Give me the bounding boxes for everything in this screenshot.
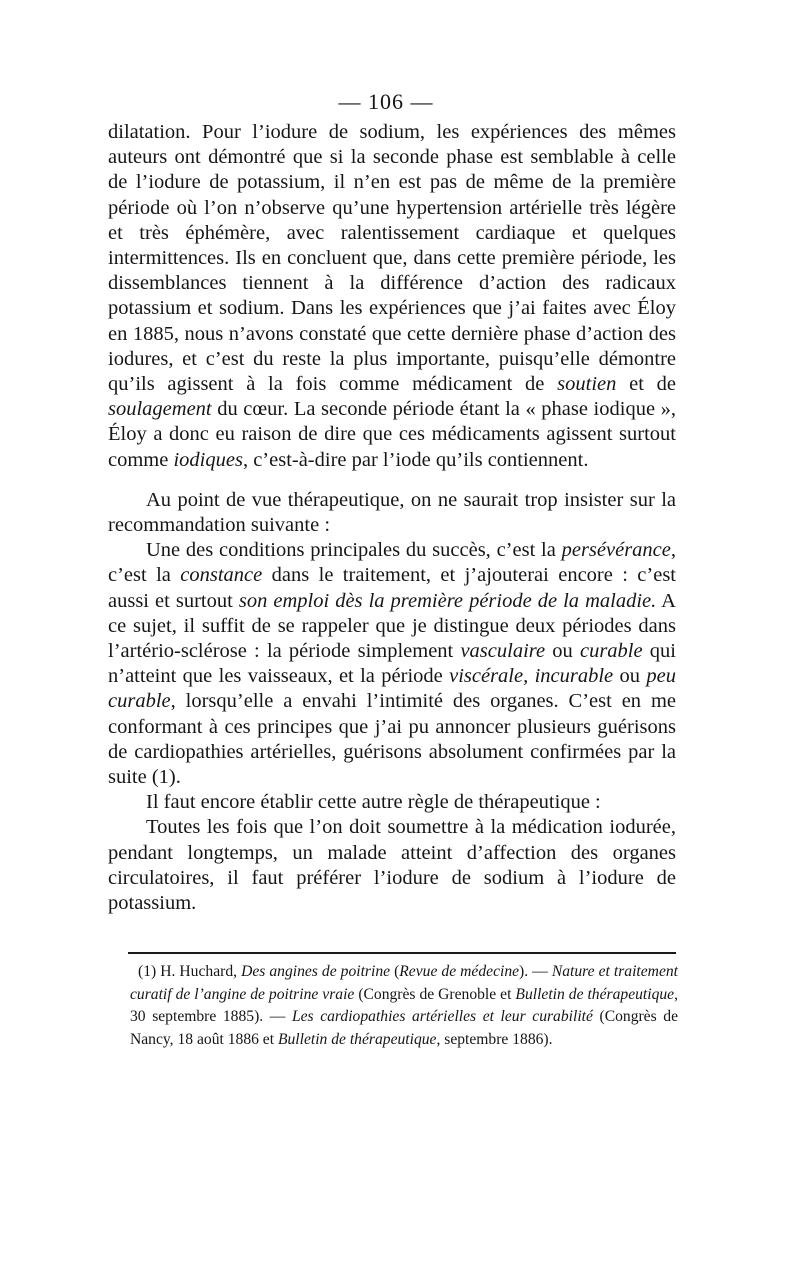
italic-text: persévérance [561, 539, 671, 562]
italic-text: iodiques [173, 448, 243, 471]
text-run: Il faut encore établir cette autre règle de thérapeutique : [146, 791, 601, 814]
text-run: Toutes les fois que l’on doit soumettre à la médication iodurée, pendant longtemps, un malade atteint d’affection des organes circulatoires, il faut préférer l’iodure de sodium à l’iodure de potassium. [108, 816, 676, 915]
text-run: , septembre 1886). [436, 1030, 553, 1048]
text-run: (Congrès de Grenoble et [354, 985, 516, 1003]
italic-text: Bulletin de thérapeutique [515, 985, 675, 1003]
italic-text: vasculaire [460, 640, 546, 663]
italic-text: Les cardiopathies artérielles et leur curabilité [291, 1008, 593, 1026]
italic-text: soulagement [108, 398, 212, 421]
text-run: , lorsqu’elle a envahi l’intimité des organes. C’est en me conformant à ces principes que j’ai pu annoncer plusieurs guérisons de cardiopathies artérielles, guérisons absolument confirmées par la suite (1). [108, 690, 676, 789]
italic-text: Revue de médecine [399, 963, 520, 980]
text-run: A ce sujet, il suffit de se rappeler que je distingue deux périodes dans l’artério-sclérose : la période simplement [108, 589, 676, 663]
italic-text: soutien [557, 373, 617, 396]
italic-text: constance [180, 564, 263, 587]
paragraph-2 [108, 488, 676, 538]
text-run: (Congrès de Nancy, 18 août 1886 et [130, 1008, 678, 1048]
italic-text: Des angines de poitrine [241, 963, 391, 980]
footnote-text [130, 961, 678, 1051]
paragraph-4 [108, 790, 676, 815]
text-run: (1) H. Huchard, [138, 963, 242, 980]
italic-text: peu curable [108, 665, 677, 713]
italic-text: Bulletin de thérapeutique [277, 1030, 437, 1048]
text-run: et de [616, 373, 676, 396]
text-run: qui n’atteint que les vaisseaux, et la période [108, 640, 676, 688]
italic-text: curable [579, 640, 643, 663]
text-run: , 30 septembre 1885). — [130, 985, 678, 1026]
italic-text: Nature et traitement curatif de l’angine de poitrine vraie [130, 963, 678, 1003]
italic-text: son emploi dès la première période de la maladie. [238, 589, 657, 612]
text-run: , c’est-à-dire par l’iode qu’ils contiennent. [242, 448, 589, 471]
text-run: dilatation. Pour l’iodure de sodium, les expériences des mêmes auteurs ont démontré que si la seconde phase est semblable à celle de l’iodure de potassium, il n’en est pas de même de la première période où l’on n’observe qu’une hypertension artérielle très légère et très éphémère, avec ralentissement cardiaque et quelques intermittences. Ils en concluent que, dans cette première période, les dissemblances tiennent à la différence d’action des radicaux potassium et sodium. Dans les expériences que j’ai faites avec Éloy en 1885, nous n’avons constaté que cette dernière phase d’action des iodures, et c’est du reste la plus importante, puisqu’elle démontre qu’ils agissent à la fois comme médicament de [108, 121, 676, 396]
text-run: ( [390, 963, 400, 980]
main-text [108, 120, 676, 916]
text-run: dans le traitement, et j’ajouterai encore : c’est aussi et surtout [108, 564, 677, 612]
text-run: ou [545, 640, 580, 663]
page-number: — 106 — [338, 89, 434, 114]
paragraph-5 [108, 815, 676, 916]
text-run: Au point de vue thérapeutique, on ne saurait trop insister sur la recommandation suivante : [108, 488, 676, 537]
text-run: ou [613, 665, 647, 688]
footnote-separator [128, 952, 676, 954]
text-run: du cœur. La seconde période étant la « phase iodique », Éloy a donc eu raison de dire que ces médicaments agissent surtout comme [108, 398, 676, 471]
paragraph-3 [108, 538, 676, 790]
text-run: ). — [519, 963, 552, 980]
text-run: Une des conditions principales du succès, c’est la [146, 539, 562, 562]
italic-text: viscérale, incurable [449, 665, 614, 688]
paragraph-1 [108, 120, 676, 473]
footnote [130, 961, 678, 1051]
text-run: , c’est la [108, 539, 676, 587]
